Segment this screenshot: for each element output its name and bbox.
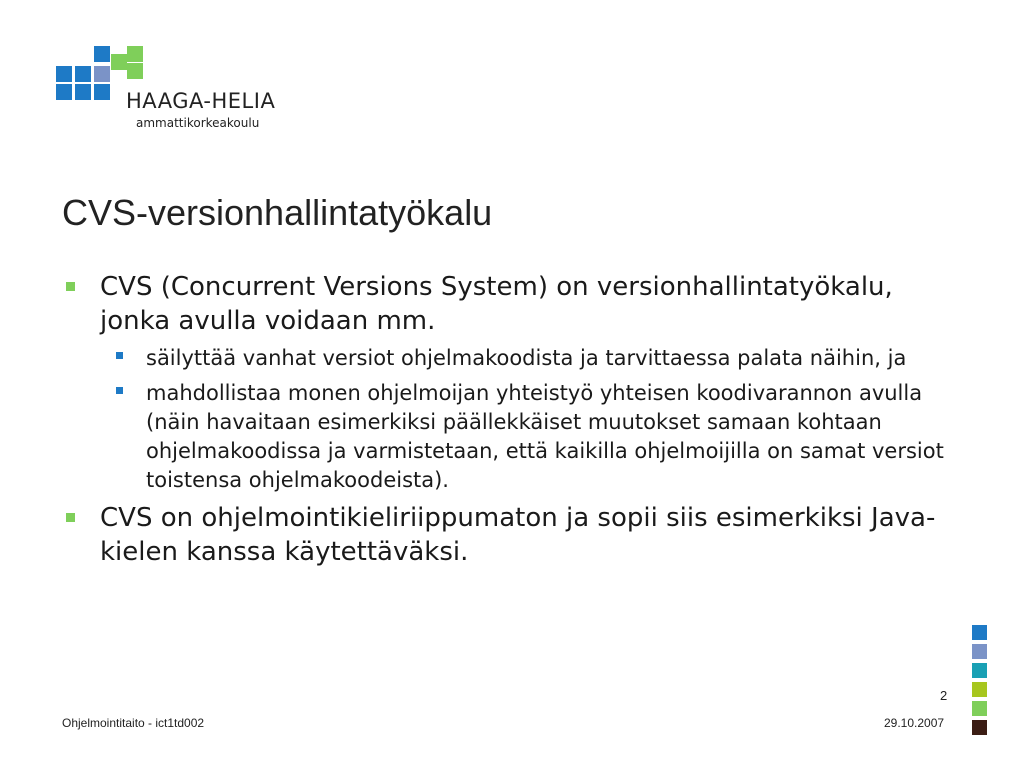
logo-square [94, 84, 110, 100]
slide-content [62, 270, 942, 575]
logo-square [127, 46, 143, 62]
logo-square [56, 66, 72, 82]
bullet-level1 [62, 270, 942, 338]
logo-square [94, 66, 110, 82]
logo-square [111, 54, 127, 70]
bullet-level2 [146, 344, 946, 373]
bullet-square-icon [116, 387, 123, 394]
logo-square [127, 63, 143, 79]
bullet-text: CVS on ohjelmointikieliriippumaton ja sopii siis esimerkiksi Java-kielen kanssa käytettäväksi. [100, 503, 936, 567]
decor-square [972, 701, 987, 716]
logo-subtitle: ammattikorkeakoulu [136, 116, 260, 130]
haaga-helia-logo [56, 46, 286, 136]
logo-name: HAAGA-HELIA [126, 89, 276, 113]
bullet-square-icon [116, 352, 123, 359]
bullet-square-icon [66, 513, 75, 522]
page-number: 2 [940, 688, 948, 703]
footer-date: 29.10.2007 [884, 716, 945, 730]
decor-square [972, 644, 987, 659]
slide-title: CVS-versionhallintatyökalu [62, 192, 493, 233]
bullet-square-icon [66, 282, 75, 291]
decor-square [972, 625, 987, 640]
bullet-text: mahdollistaa monen ohjelmoijan yhteistyö yhteisen koodivarannon avulla (näin havaitaan esimerkiksi päällekkäiset muutokset samaan kohtaan ohjelmakoodissa ja varmistetaan, että kaikilla ohjelmoijilla on samat versiot toistensa ohjelmakoodeista). [146, 381, 944, 492]
logo-square [75, 66, 91, 82]
bullet-level2 [146, 379, 946, 495]
footer-course: Ohjelmointitaito - ict1td002 [62, 716, 205, 730]
decor-square [972, 663, 987, 678]
logo-square [56, 84, 72, 100]
decorative-squares [972, 625, 988, 739]
bullet-text: CVS (Concurrent Versions System) on versionhallintatyökalu, jonka avulla voidaan mm. [100, 272, 893, 336]
bullet-text: säilyttää vanhat versiot ohjelmakoodista ja tarvittaessa palata näihin, ja [146, 346, 907, 370]
logo-square [75, 84, 91, 100]
bullet-level1 [62, 501, 942, 569]
decor-square [972, 682, 987, 697]
decor-square [972, 720, 987, 735]
logo-square [94, 46, 110, 62]
